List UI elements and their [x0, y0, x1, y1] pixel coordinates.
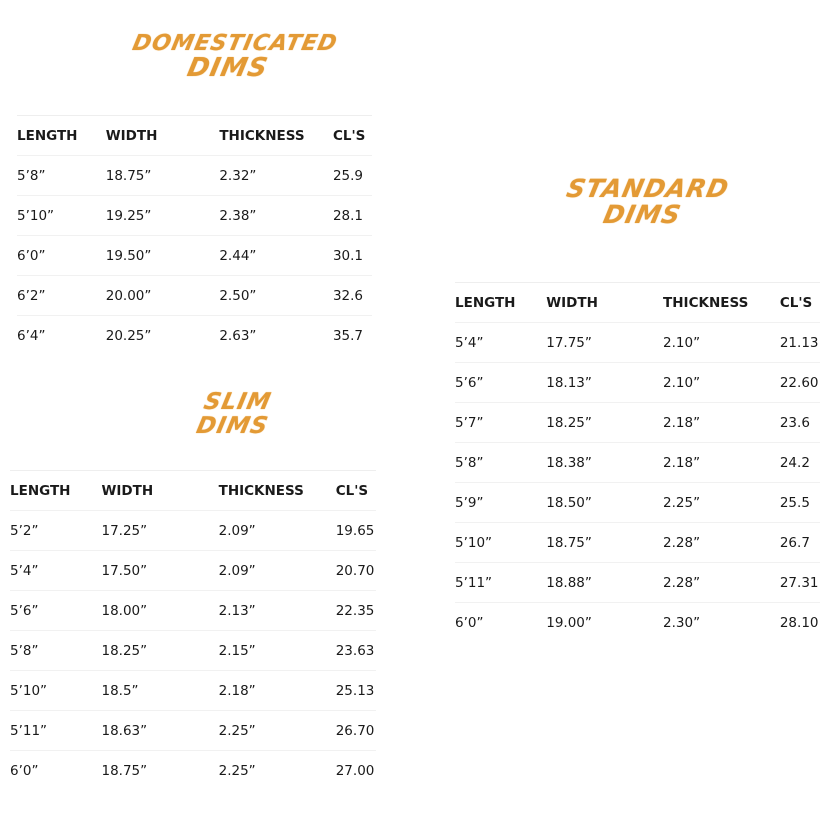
table-header-row	[455, 283, 820, 323]
table-cell: 5’7”	[455, 403, 546, 443]
table-cell: 18.00”	[102, 591, 219, 631]
column-header: THICKNESS	[219, 471, 336, 511]
column-header: LENGTH	[455, 283, 546, 323]
table-row	[10, 631, 376, 671]
table-cell: 2.18”	[663, 403, 780, 443]
title-line1: SLIM	[201, 389, 274, 415]
table-cell: 23.63	[336, 631, 376, 671]
table-cell: 27.31	[780, 563, 820, 603]
table-row	[455, 523, 820, 563]
table-cell: 27.00	[336, 751, 376, 791]
table-row	[17, 156, 372, 196]
table-cell: 5’9”	[455, 483, 546, 523]
table-cell: 17.25”	[102, 511, 219, 551]
table-cell: 20.00”	[106, 276, 220, 316]
table-row	[455, 323, 820, 363]
slim-dims-table	[10, 470, 376, 790]
column-header: THICKNESS	[663, 283, 780, 323]
table-cell: 18.38”	[546, 443, 663, 483]
table-cell: 23.6	[780, 403, 820, 443]
table-cell: 28.1	[333, 196, 372, 236]
table-cell: 6’0”	[455, 603, 546, 643]
table-row	[17, 196, 372, 236]
table-cell: 21.13	[780, 323, 820, 363]
table-cell: 17.50”	[102, 551, 219, 591]
title-line2: DIMS	[184, 53, 271, 84]
table-row	[17, 276, 372, 316]
table-cell: 18.25”	[102, 631, 219, 671]
table-cell: 2.44”	[219, 236, 333, 276]
table-cell: 25.9	[333, 156, 372, 196]
column-header: LENGTH	[10, 471, 102, 511]
table-cell: 2.63”	[219, 316, 333, 356]
column-header: CL'S	[333, 116, 372, 156]
table-cell: 6’0”	[17, 236, 106, 276]
domesticated-dims-table	[17, 115, 372, 355]
table-header-row	[17, 116, 372, 156]
table-cell: 5’4”	[455, 323, 546, 363]
column-header: WIDTH	[102, 471, 219, 511]
table-cell: 2.10”	[663, 323, 780, 363]
table-row	[10, 751, 376, 791]
table-cell: 17.75”	[546, 323, 663, 363]
table-cell: 19.25”	[106, 196, 220, 236]
title-line2: DIMS	[600, 200, 684, 230]
table-cell: 2.30”	[663, 603, 780, 643]
table-row	[10, 671, 376, 711]
table-row	[10, 551, 376, 591]
table-cell: 20.70	[336, 551, 376, 591]
table-cell: 26.70	[336, 711, 376, 751]
table-cell: 22.60	[780, 363, 820, 403]
table-row	[17, 316, 372, 356]
table-cell: 19.50”	[106, 236, 220, 276]
table-cell: 22.35	[336, 591, 376, 631]
table-cell: 24.2	[780, 443, 820, 483]
column-header: LENGTH	[17, 116, 106, 156]
table-cell: 2.50”	[219, 276, 333, 316]
table-cell: 18.75”	[102, 751, 219, 791]
table-cell: 5’10”	[17, 196, 106, 236]
table-cell: 2.13”	[219, 591, 336, 631]
domesticated-dims-title	[125, 31, 340, 84]
table-cell: 5’11”	[10, 711, 102, 751]
table-cell: 25.13	[336, 671, 376, 711]
table-cell: 2.38”	[219, 196, 333, 236]
table-header-row	[10, 471, 376, 511]
table-cell: 2.25”	[219, 711, 336, 751]
table-cell: 5’6”	[10, 591, 102, 631]
table-cell: 2.18”	[663, 443, 780, 483]
table-row	[17, 236, 372, 276]
column-header: CL'S	[336, 471, 376, 511]
table-cell: 35.7	[333, 316, 372, 356]
column-header: THICKNESS	[219, 116, 333, 156]
table-cell: 18.50”	[546, 483, 663, 523]
table-row	[455, 563, 820, 603]
table-cell: 2.28”	[663, 563, 780, 603]
table-cell: 2.18”	[219, 671, 336, 711]
table-cell: 18.5”	[102, 671, 219, 711]
column-header: CL'S	[780, 283, 820, 323]
table-row	[455, 443, 820, 483]
table-cell: 28.10	[780, 603, 820, 643]
table-cell: 5’2”	[10, 511, 102, 551]
standard-dims-title	[549, 176, 740, 229]
table-row	[10, 511, 376, 551]
table-cell: 18.75”	[546, 523, 663, 563]
table-cell: 2.25”	[663, 483, 780, 523]
table-row	[10, 711, 376, 751]
table-cell: 18.88”	[546, 563, 663, 603]
table-row	[455, 363, 820, 403]
table-cell: 2.09”	[219, 511, 336, 551]
table-cell: 5’8”	[17, 156, 106, 196]
table-cell: 26.7	[780, 523, 820, 563]
table-cell: 6’2”	[17, 276, 106, 316]
table-cell: 19.00”	[546, 603, 663, 643]
table-cell: 30.1	[333, 236, 372, 276]
table-cell: 5’4”	[10, 551, 102, 591]
table-cell: 5’8”	[455, 443, 546, 483]
slim-dims-title	[175, 390, 295, 438]
table-cell: 20.25”	[106, 316, 220, 356]
table-row	[10, 591, 376, 631]
table-cell: 2.15”	[219, 631, 336, 671]
table-cell: 2.10”	[663, 363, 780, 403]
table-cell: 18.25”	[546, 403, 663, 443]
table-cell: 2.09”	[219, 551, 336, 591]
table-cell: 2.32”	[219, 156, 333, 196]
column-header: WIDTH	[546, 283, 663, 323]
table-row	[455, 403, 820, 443]
table-cell: 2.25”	[219, 751, 336, 791]
table-cell: 5’6”	[455, 363, 546, 403]
table-cell: 25.5	[780, 483, 820, 523]
table-cell: 5’8”	[10, 631, 102, 671]
table-cell: 18.63”	[102, 711, 219, 751]
table-cell: 32.6	[333, 276, 372, 316]
table-cell: 6’4”	[17, 316, 106, 356]
standard-dims-table	[455, 282, 820, 642]
table-row	[455, 483, 820, 523]
table-cell: 5’11”	[455, 563, 546, 603]
table-cell: 5’10”	[455, 523, 546, 563]
table-cell: 19.65	[336, 511, 376, 551]
table-row	[455, 603, 820, 643]
column-header: WIDTH	[106, 116, 220, 156]
table-cell: 18.13”	[546, 363, 663, 403]
title-line1: STANDARD	[564, 174, 732, 203]
table-cell: 6’0”	[10, 751, 102, 791]
title-line2: DIMS	[194, 413, 271, 440]
table-cell: 18.75”	[106, 156, 220, 196]
table-cell: 2.28”	[663, 523, 780, 563]
table-cell: 5’10”	[10, 671, 102, 711]
title-line1: DOMESTICATED	[130, 31, 340, 56]
